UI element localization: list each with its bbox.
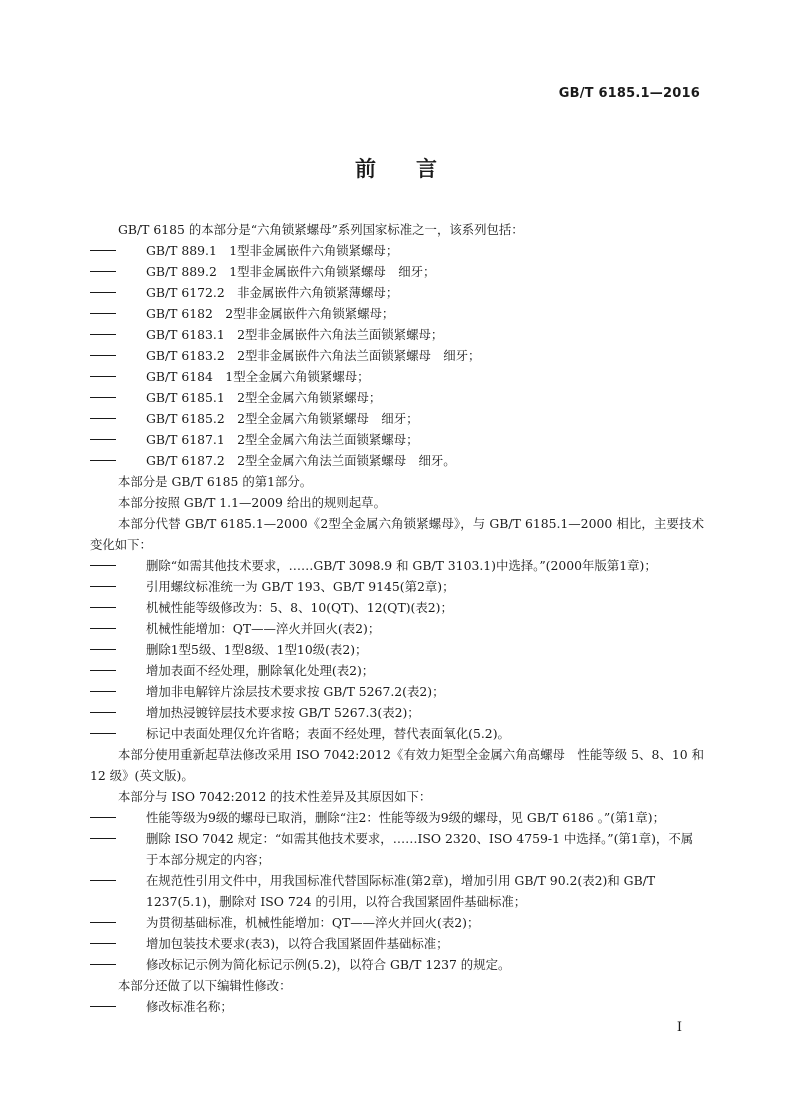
em-dash-marker [118,303,146,324]
intro-paragraph: GB/T 6185 的本部分是“六角锁紧螺母”系列国家标准之一，该系列包括： [118,222,524,237]
series-item-text: GB/T 6183.1 2型非金属嵌件六角法兰面锁紧螺母； [146,327,444,342]
difference-item [90,828,704,870]
change-item-text: 增加热浸镀锌层技术要求按 GB/T 5267.3(表2)； [146,705,420,720]
change-item [90,681,704,702]
difference-item [90,954,704,975]
em-dash-marker [118,261,146,282]
editorial-intro: 本部分还做了以下编辑性修改： [118,978,292,993]
page-number: I [676,1020,682,1035]
series-item-text: GB/T 6182 2型非金属嵌件六角锁紧螺母； [146,306,395,321]
change-item-text: 机械性能等级修改为：5、8、10(QT)、12(QT)(表2)； [146,600,453,615]
series-item [90,387,704,408]
difference-item-text: 性能等级为9级的螺母已取消，删除“注2：性能等级为9级的螺母，见 GB/T 6186 。”(第1章)； [146,810,665,825]
series-item-text: GB/T 6185.1 2型全金属六角锁紧螺母； [146,390,382,405]
difference-item [90,933,704,954]
series-item [90,450,704,471]
series-item [90,345,704,366]
change-item [90,702,704,723]
difference-item [90,870,704,912]
change-item-text: 机械性能增加：QT——淬火并回火(表2)； [146,621,381,636]
em-dash-marker [118,912,146,933]
series-item [90,240,704,261]
difference-item-text: 增加包装技术要求(表3)，以符合我国紧固件基础标准； [146,936,449,951]
em-dash-marker [118,639,146,660]
em-dash-marker [118,702,146,723]
change-item-text: 引用螺纹标准统一为 GB/T 193、GB/T 9145(第2章)； [146,579,455,594]
em-dash-marker [118,282,146,303]
change-item-text: 删除1型5级、1型8级、1型10级(表2)； [146,642,368,657]
em-dash-marker [118,387,146,408]
series-item-text: GB/T 6183.2 2型非金属嵌件六角法兰面锁紧螺母 细牙； [146,348,481,363]
change-item [90,660,704,681]
em-dash-marker [118,681,146,702]
change-item-text: 增加非电解锌片涂层技术要求按 GB/T 5267.2(表2)； [146,684,445,699]
em-dash-marker [118,660,146,681]
change-item [90,555,704,576]
difference-item-text: 为贯彻基础标准，机械性能增加：QT——淬火并回火(表2)； [146,915,480,930]
change-item [90,723,704,744]
part-statement: 本部分是 GB/T 6185 的第1部分。 [118,474,313,489]
change-item [90,597,704,618]
difference-item [90,912,704,933]
em-dash-marker [118,618,146,639]
difference-item [90,807,704,828]
em-dash-marker [118,828,146,849]
drafting-rule: 本部分按照 GB/T 1.1—2009 给出的规则起草。 [118,495,386,510]
em-dash-marker [118,324,146,345]
em-dash-marker [118,408,146,429]
series-item [90,282,704,303]
editorial-item-text: 修改标准名称； [146,999,233,1014]
difference-item-text: 在规范性引用文件中，用我国标准代替国际标准(第2章)，增加引用 GB/T 90.2(表2)和 GB/T 1237(5.1)，删除对 ISO 724 的引用，以符合我国紧固件基础标准； [146,873,656,909]
series-item [90,303,704,324]
em-dash-marker [118,996,146,1017]
standard-code: GB/T 6185.1—2016 [558,86,700,101]
series-item-text: GB/T 6187.2 2型全金属六角法兰面锁紧螺母 细牙。 [146,453,456,468]
redraft-paragraph: 本部分使用重新起草法修改采用 ISO 7042:2012《有效力矩型全金属六角高螺母 性能等级 5、8、10 和 12 级》(英文版)。 [90,747,704,783]
series-item-text: GB/T 889.1 1型非金属嵌件六角锁紧螺母； [146,243,399,258]
em-dash-marker [118,933,146,954]
replaces-paragraph: 本部分代替 GB/T 6185.1—2000《2型全金属六角锁紧螺母》，与 GB/T 6185.1—2000 相比，主要技术变化如下： [90,516,704,552]
series-item-text: GB/T 6172.2 非金属嵌件六角锁紧薄螺母； [146,285,399,300]
em-dash-marker [118,954,146,975]
em-dash-marker [118,870,146,891]
change-item-text: 增加表面不经处理，删除氧化处理(表2)； [146,663,375,678]
series-item [90,366,704,387]
document-body [90,219,704,1017]
editorial-list [90,996,704,1017]
em-dash-marker [118,807,146,828]
change-item-text: 删除“如需其他技术要求，……GB/T 3098.9 和 GB/T 3103.1)中选择。”(2000年版第1章)； [146,558,657,573]
series-item [90,261,704,282]
page-title: 前言 [355,157,477,181]
em-dash-marker [118,345,146,366]
series-item [90,429,704,450]
series-item-text: GB/T 6187.1 2型全金属六角法兰面锁紧螺母； [146,432,419,447]
differences-list [90,807,704,975]
change-item [90,639,704,660]
series-item-text: GB/T 6185.2 2型全金属六角锁紧螺母 细牙； [146,411,419,426]
em-dash-marker [118,450,146,471]
em-dash-marker [118,366,146,387]
change-item-text: 标记中表面处理仅允许省略；表面不经处理，替代表面氧化(5.2)。 [146,726,510,741]
change-item [90,618,704,639]
em-dash-marker [118,429,146,450]
em-dash-marker [118,576,146,597]
series-item [90,408,704,429]
change-item [90,576,704,597]
series-item [90,324,704,345]
difference-item-text: 修改标记示例为简化标记示例(5.2)，以符合 GB/T 1237 的规定。 [146,957,511,972]
series-item-text: GB/T 889.2 1型非金属嵌件六角锁紧螺母 细牙； [146,264,436,279]
differences-intro: 本部分与 ISO 7042:2012 的技术性差异及其原因如下： [118,789,432,804]
em-dash-marker [118,597,146,618]
series-item-text: GB/T 6184 1型全金属六角锁紧螺母； [146,369,370,384]
changes-list [90,555,704,744]
difference-item-text: 删除 ISO 7042 规定：“如需其他技术要求，……ISO 2320、ISO 4759-1 中选择。”(第1章)，不属于本部分规定的内容； [146,831,694,867]
editorial-item [90,996,704,1017]
series-list [90,240,704,471]
em-dash-marker [118,240,146,261]
em-dash-marker [118,723,146,744]
em-dash-marker [118,555,146,576]
